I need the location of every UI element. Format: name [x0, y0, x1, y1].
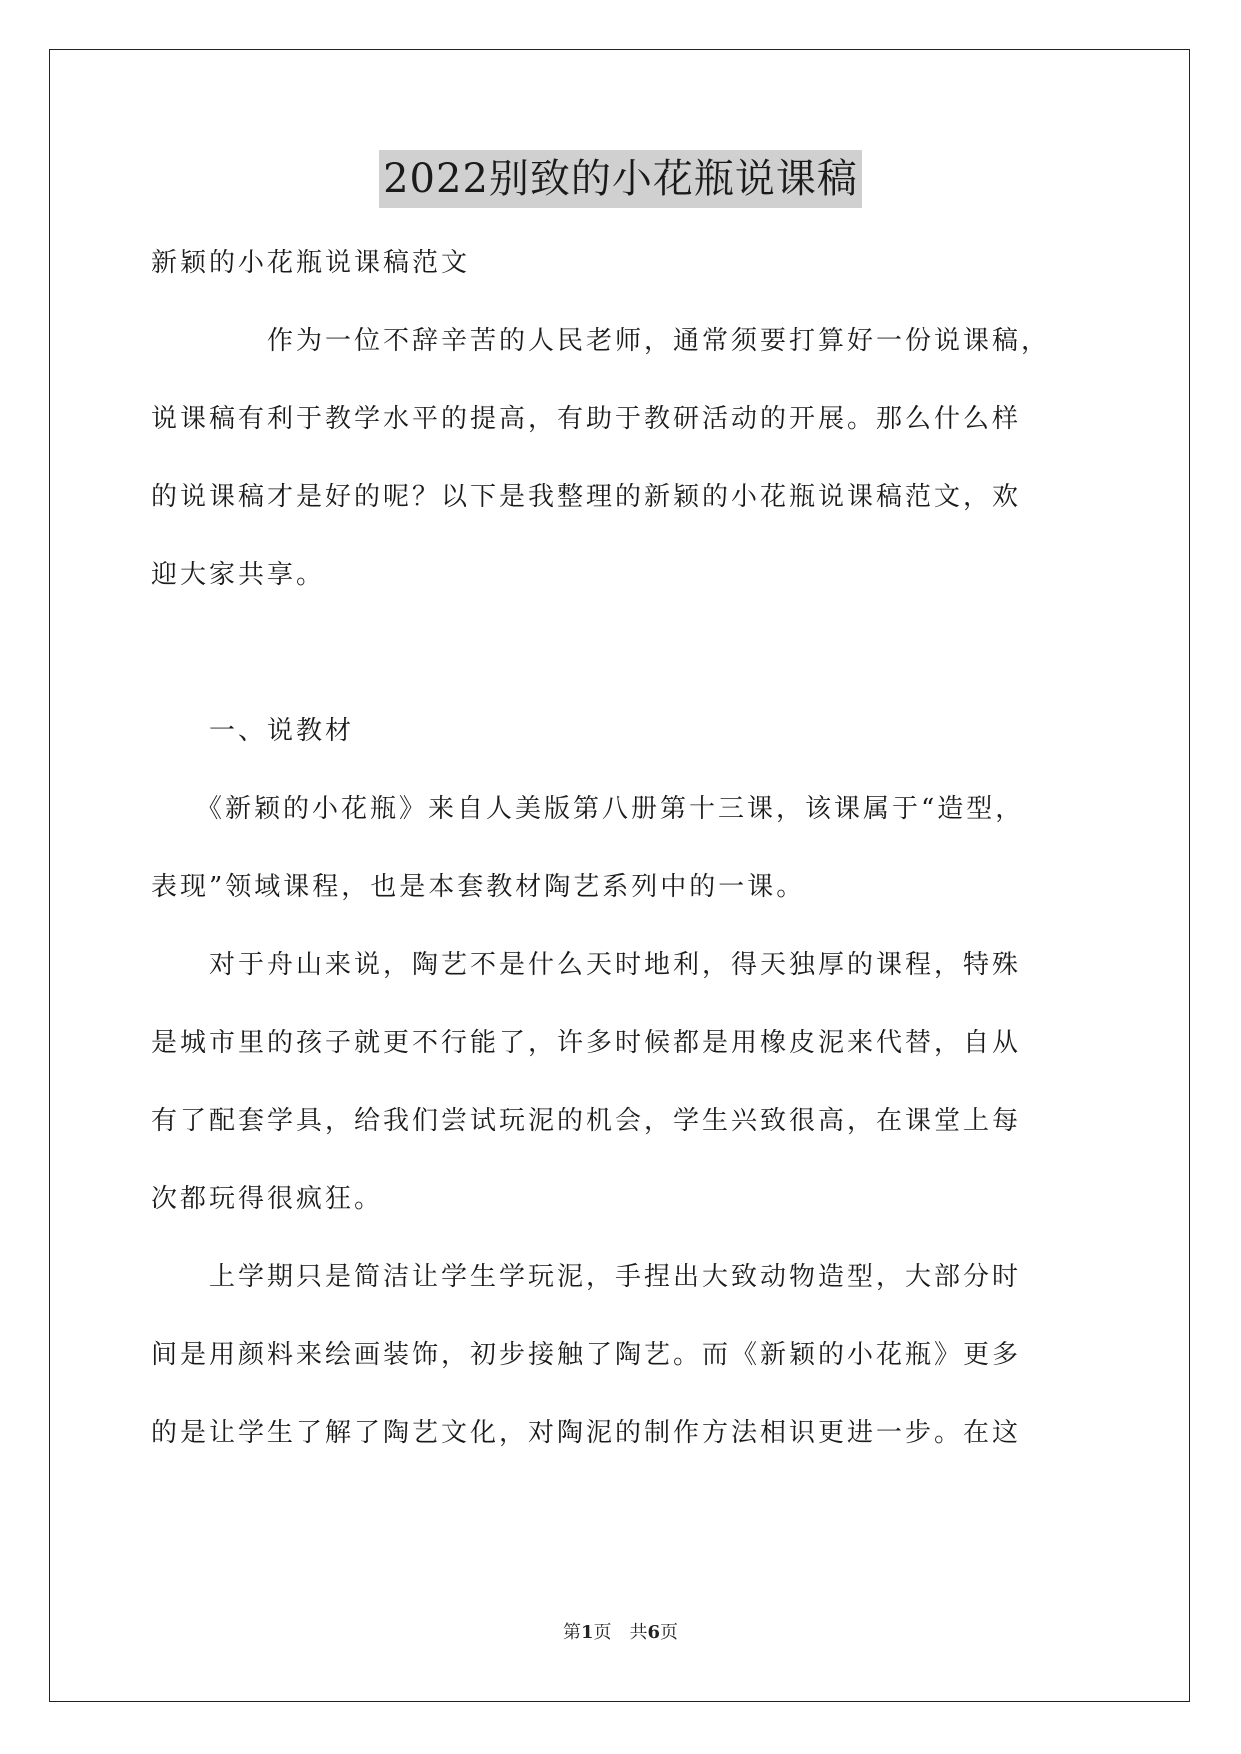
paragraph-line: 《新颖的小花瓶》来自人美版第八册第十三课，该课属于“造型，	[151, 794, 1025, 824]
document-title-text: 2022别致的小花瓶说课稿	[379, 150, 862, 208]
footer-page-number: 1	[580, 1622, 594, 1643]
paragraph-line: 的是让学生了解了陶艺文化，对陶泥的制作方法相识更进一步。在这	[151, 1418, 1022, 1448]
paragraph-line: 次都玩得很疯狂。	[151, 1184, 384, 1214]
paragraph-line: 是城市里的孩子就更不行能了，许多时候都是用橡皮泥来代替，自从	[151, 1028, 1022, 1058]
section-heading: 一、说教材	[151, 716, 355, 746]
paragraph-line: 的说课稿才是好的呢？以下是我整理的新颖的小花瓶说课稿范文，欢	[151, 482, 1022, 512]
footer-page-total: 6	[647, 1622, 661, 1643]
footer-page-prefix: 第	[562, 1622, 581, 1643]
paragraph-line: 表现”领域课程，也是本套教材陶艺系列中的一课。	[151, 872, 806, 902]
page-footer	[0, 1618, 1241, 1644]
paragraph-line: 说课稿有利于教学水平的提高，有助于教研活动的开展。那么什么样	[151, 404, 1022, 434]
paragraph-line: 有了配套学具，给我们尝试玩泥的机会，学生兴致很高，在课堂上每	[151, 1106, 1022, 1136]
paragraph-line: 对于舟山来说，陶艺不是什么天时地利，得天独厚的课程，特殊	[151, 950, 1022, 980]
subtitle-line: 新颖的小花瓶说课稿范文	[151, 248, 471, 278]
footer-page-mid: 页 共	[593, 1622, 648, 1643]
blank-line	[151, 614, 1091, 692]
paragraph-line: 作为一位不辞辛苦的人民老师，通常须要打算好一份说课稿，	[151, 326, 1051, 356]
document-body	[151, 224, 1091, 1472]
document-title	[0, 150, 1241, 208]
paragraph-line: 迎大家共享。	[151, 560, 326, 590]
paragraph-line: 间是用颜料来绘画装饰，初步接触了陶艺。而《新颖的小花瓶》更多	[151, 1340, 1022, 1370]
paragraph-line: 上学期只是简洁让学生学玩泥，手捏出大致动物造型，大部分时	[151, 1262, 1022, 1292]
footer-page-suffix: 页	[660, 1622, 679, 1643]
